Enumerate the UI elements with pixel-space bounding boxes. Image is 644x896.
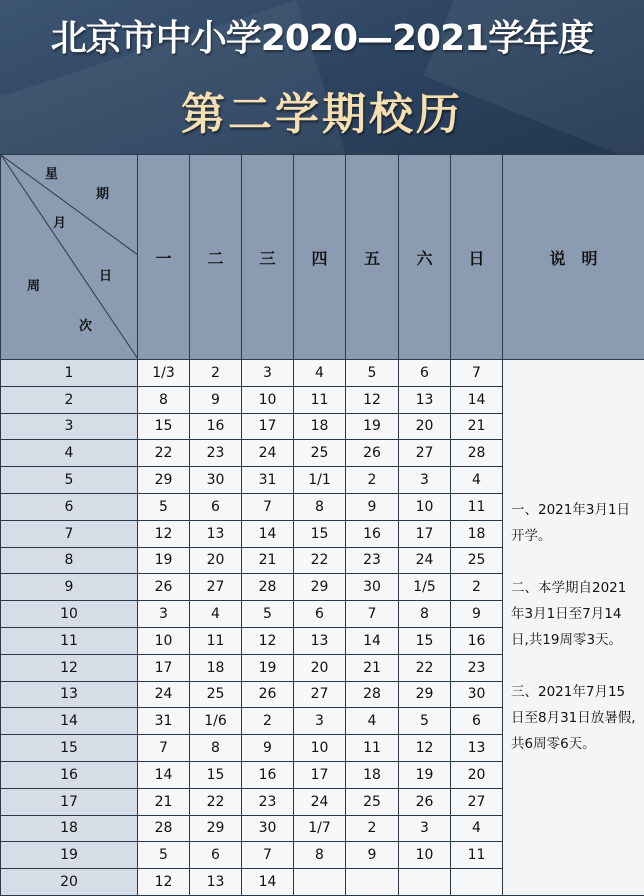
date-cell: 29 bbox=[399, 681, 451, 708]
date-cell: 29 bbox=[190, 815, 242, 842]
date-cell: 21 bbox=[242, 547, 294, 574]
week-number-cell: 18 bbox=[1, 815, 138, 842]
date-cell: 5 bbox=[138, 842, 190, 869]
weekday-header-mon: 一 bbox=[138, 155, 190, 360]
week-number-cell: 11 bbox=[1, 627, 138, 654]
date-cell: 27 bbox=[190, 574, 242, 601]
date-cell: 20 bbox=[294, 654, 346, 681]
diag-label-ci: 次 bbox=[79, 319, 93, 334]
date-cell: 11 bbox=[346, 735, 399, 762]
diag-label-ri: 日 bbox=[99, 269, 113, 284]
date-cell: 12 bbox=[346, 386, 399, 413]
date-cell: 29 bbox=[294, 574, 346, 601]
date-cell: 7 bbox=[242, 842, 294, 869]
date-cell: 11 bbox=[190, 627, 242, 654]
date-cell bbox=[346, 869, 399, 896]
notes-header: 说 明 bbox=[503, 155, 644, 360]
calendar-body bbox=[1, 360, 644, 896]
date-cell: 25 bbox=[294, 440, 346, 467]
page-subtitle: 第二学期校历 bbox=[181, 89, 463, 140]
note-paragraph: 三、2021年7月15日至8月31日放暑假,共6周零6天。 bbox=[511, 684, 636, 753]
date-cell: 8 bbox=[190, 735, 242, 762]
date-cell: 21 bbox=[138, 788, 190, 815]
date-cell: 11 bbox=[451, 842, 503, 869]
date-cell: 10 bbox=[138, 627, 190, 654]
date-cell: 1/1 bbox=[294, 467, 346, 494]
date-cell: 19 bbox=[346, 413, 399, 440]
date-cell: 19 bbox=[242, 654, 294, 681]
date-cell: 24 bbox=[242, 440, 294, 467]
date-cell: 30 bbox=[190, 467, 242, 494]
date-cell: 31 bbox=[138, 708, 190, 735]
date-cell: 28 bbox=[138, 815, 190, 842]
date-cell: 4 bbox=[451, 467, 503, 494]
date-cell: 9 bbox=[451, 601, 503, 628]
week-number-cell: 14 bbox=[1, 708, 138, 735]
date-cell: 23 bbox=[346, 547, 399, 574]
date-cell: 27 bbox=[399, 440, 451, 467]
date-cell: 27 bbox=[451, 788, 503, 815]
date-cell: 28 bbox=[451, 440, 503, 467]
date-cell: 5 bbox=[346, 360, 399, 387]
date-cell: 29 bbox=[138, 467, 190, 494]
date-cell: 22 bbox=[399, 654, 451, 681]
week-number-cell: 12 bbox=[1, 654, 138, 681]
date-cell: 17 bbox=[242, 413, 294, 440]
date-cell: 26 bbox=[138, 574, 190, 601]
date-cell: 25 bbox=[346, 788, 399, 815]
date-cell: 18 bbox=[190, 654, 242, 681]
date-cell: 8 bbox=[294, 842, 346, 869]
date-cell: 21 bbox=[451, 413, 503, 440]
date-cell: 15 bbox=[294, 520, 346, 547]
date-cell bbox=[294, 869, 346, 896]
week-number-cell: 1 bbox=[1, 360, 138, 387]
date-cell: 4 bbox=[451, 815, 503, 842]
date-cell: 11 bbox=[451, 493, 503, 520]
date-cell: 14 bbox=[242, 869, 294, 896]
date-cell: 11 bbox=[294, 386, 346, 413]
date-cell: 25 bbox=[190, 681, 242, 708]
date-cell: 13 bbox=[294, 627, 346, 654]
date-cell: 21 bbox=[346, 654, 399, 681]
date-cell: 22 bbox=[190, 788, 242, 815]
date-cell: 23 bbox=[451, 654, 503, 681]
date-cell: 9 bbox=[346, 842, 399, 869]
week-number-cell: 16 bbox=[1, 761, 138, 788]
date-cell: 18 bbox=[294, 413, 346, 440]
date-cell: 23 bbox=[190, 440, 242, 467]
date-cell: 8 bbox=[138, 386, 190, 413]
header-row bbox=[1, 155, 644, 360]
date-cell: 5 bbox=[138, 493, 190, 520]
week-number-cell: 15 bbox=[1, 735, 138, 762]
date-cell: 15 bbox=[399, 627, 451, 654]
date-cell: 28 bbox=[242, 574, 294, 601]
week-number-cell: 5 bbox=[1, 467, 138, 494]
date-cell: 6 bbox=[190, 842, 242, 869]
weekday-header-fri: 五 bbox=[346, 155, 399, 360]
date-cell: 18 bbox=[346, 761, 399, 788]
date-cell: 7 bbox=[242, 493, 294, 520]
week-number-cell: 9 bbox=[1, 574, 138, 601]
table-row bbox=[1, 360, 644, 387]
date-cell: 15 bbox=[138, 413, 190, 440]
date-cell: 16 bbox=[451, 627, 503, 654]
date-cell: 20 bbox=[451, 761, 503, 788]
weekday-header-sun: 日 bbox=[451, 155, 503, 360]
date-cell: 3 bbox=[242, 360, 294, 387]
weekday-header-thu: 四 bbox=[294, 155, 346, 360]
date-cell: 10 bbox=[399, 493, 451, 520]
diag-label-yue: 月 bbox=[53, 216, 67, 231]
date-cell: 3 bbox=[399, 815, 451, 842]
week-number-cell: 7 bbox=[1, 520, 138, 547]
date-cell: 30 bbox=[242, 815, 294, 842]
school-calendar-table bbox=[0, 154, 644, 896]
date-cell: 10 bbox=[242, 386, 294, 413]
date-cell: 6 bbox=[451, 708, 503, 735]
date-cell: 12 bbox=[399, 735, 451, 762]
page-title: 北京市中小学2020—2021学年度 bbox=[50, 18, 594, 59]
diagonal-header-cell bbox=[1, 155, 138, 360]
date-cell: 4 bbox=[294, 360, 346, 387]
date-cell: 1/7 bbox=[294, 815, 346, 842]
date-cell: 26 bbox=[399, 788, 451, 815]
date-cell: 27 bbox=[294, 681, 346, 708]
date-cell: 3 bbox=[294, 708, 346, 735]
date-cell: 1/6 bbox=[190, 708, 242, 735]
date-cell: 30 bbox=[346, 574, 399, 601]
diag-label-xing: 星 bbox=[45, 167, 59, 182]
date-cell: 19 bbox=[138, 547, 190, 574]
date-cell: 31 bbox=[242, 467, 294, 494]
date-cell: 22 bbox=[294, 547, 346, 574]
date-cell: 15 bbox=[190, 761, 242, 788]
date-cell: 3 bbox=[138, 601, 190, 628]
date-cell: 6 bbox=[294, 601, 346, 628]
week-number-cell: 17 bbox=[1, 788, 138, 815]
week-number-cell: 8 bbox=[1, 547, 138, 574]
weekday-header-wed: 三 bbox=[242, 155, 294, 360]
date-cell: 12 bbox=[242, 627, 294, 654]
week-number-cell: 3 bbox=[1, 413, 138, 440]
date-cell: 2 bbox=[242, 708, 294, 735]
date-cell: 25 bbox=[451, 547, 503, 574]
date-cell: 30 bbox=[451, 681, 503, 708]
date-cell: 5 bbox=[242, 601, 294, 628]
date-cell: 6 bbox=[190, 493, 242, 520]
diag-label-zhou: 周 bbox=[27, 279, 41, 294]
date-cell: 14 bbox=[346, 627, 399, 654]
date-cell: 2 bbox=[346, 467, 399, 494]
week-number-cell: 2 bbox=[1, 386, 138, 413]
date-cell: 13 bbox=[451, 735, 503, 762]
date-cell: 28 bbox=[346, 681, 399, 708]
date-cell bbox=[451, 869, 503, 896]
date-cell: 9 bbox=[190, 386, 242, 413]
date-cell: 9 bbox=[242, 735, 294, 762]
date-cell: 10 bbox=[294, 735, 346, 762]
week-number-cell: 13 bbox=[1, 681, 138, 708]
week-number-cell: 19 bbox=[1, 842, 138, 869]
date-cell: 6 bbox=[399, 360, 451, 387]
date-cell: 17 bbox=[294, 761, 346, 788]
date-cell: 14 bbox=[138, 761, 190, 788]
date-cell: 5 bbox=[399, 708, 451, 735]
date-cell: 14 bbox=[242, 520, 294, 547]
date-cell: 2 bbox=[451, 574, 503, 601]
date-cell: 12 bbox=[138, 520, 190, 547]
date-cell: 10 bbox=[399, 842, 451, 869]
weekday-header-tue: 二 bbox=[190, 155, 242, 360]
date-cell: 2 bbox=[346, 815, 399, 842]
date-cell: 7 bbox=[138, 735, 190, 762]
date-cell: 16 bbox=[346, 520, 399, 547]
week-number-cell: 6 bbox=[1, 493, 138, 520]
date-cell: 16 bbox=[242, 761, 294, 788]
week-number-cell: 20 bbox=[1, 869, 138, 896]
date-cell: 13 bbox=[190, 869, 242, 896]
date-cell: 24 bbox=[138, 681, 190, 708]
date-cell: 7 bbox=[451, 360, 503, 387]
weekday-header-sat: 六 bbox=[399, 155, 451, 360]
date-cell: 4 bbox=[346, 708, 399, 735]
date-cell: 26 bbox=[346, 440, 399, 467]
diagonal-lines bbox=[1, 155, 138, 359]
date-cell: 18 bbox=[451, 520, 503, 547]
date-cell: 26 bbox=[242, 681, 294, 708]
date-cell: 20 bbox=[399, 413, 451, 440]
date-cell: 4 bbox=[190, 601, 242, 628]
title-banner bbox=[0, 0, 644, 154]
date-cell: 7 bbox=[346, 601, 399, 628]
date-cell: 8 bbox=[399, 601, 451, 628]
week-number-cell: 4 bbox=[1, 440, 138, 467]
date-cell: 19 bbox=[399, 761, 451, 788]
date-cell: 16 bbox=[190, 413, 242, 440]
note-paragraph: 二、本学期自2021年3月1日至7月14日,共19周零3天。 bbox=[511, 580, 627, 649]
week-number-cell: 10 bbox=[1, 601, 138, 628]
date-cell: 8 bbox=[294, 493, 346, 520]
notes-cell bbox=[503, 360, 644, 896]
date-cell: 17 bbox=[399, 520, 451, 547]
date-cell bbox=[399, 869, 451, 896]
date-cell: 1/3 bbox=[138, 360, 190, 387]
date-cell: 24 bbox=[399, 547, 451, 574]
date-cell: 2 bbox=[190, 360, 242, 387]
date-cell: 9 bbox=[346, 493, 399, 520]
date-cell: 13 bbox=[190, 520, 242, 547]
date-cell: 1/5 bbox=[399, 574, 451, 601]
date-cell: 14 bbox=[451, 386, 503, 413]
diag-label-qi: 期 bbox=[96, 187, 110, 202]
date-cell: 3 bbox=[399, 467, 451, 494]
note-paragraph: 一、2021年3月1日开学。 bbox=[511, 502, 631, 545]
date-cell: 23 bbox=[242, 788, 294, 815]
date-cell: 24 bbox=[294, 788, 346, 815]
date-cell: 12 bbox=[138, 869, 190, 896]
date-cell: 20 bbox=[190, 547, 242, 574]
date-cell: 17 bbox=[138, 654, 190, 681]
date-cell: 13 bbox=[399, 386, 451, 413]
date-cell: 22 bbox=[138, 440, 190, 467]
